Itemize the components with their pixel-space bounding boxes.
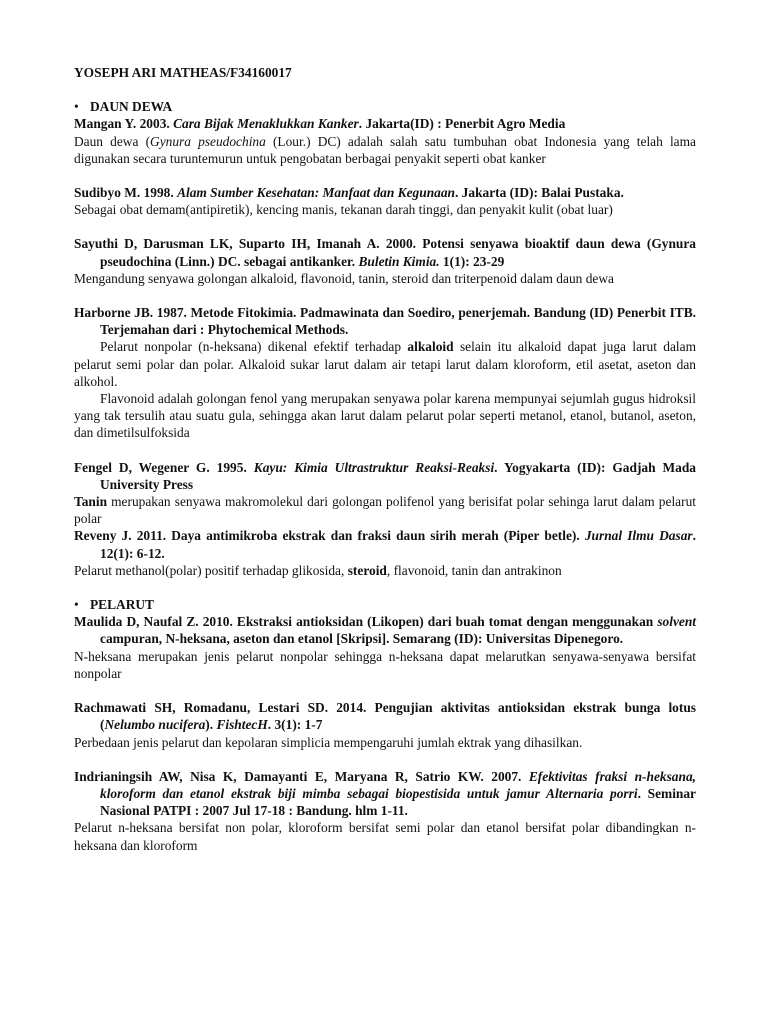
- text-run: . Jakarta(ID) : Penerbit Agro Media: [358, 116, 566, 132]
- reference-citation: [74, 768, 696, 820]
- reference-note: [74, 270, 696, 287]
- section-heading-label: DAUN DEWA: [90, 99, 173, 115]
- text-run: Efektivitas fraksi n-heksana, kloroform dan etanol ekstrak biji mimba sebagai biopestisida untuk jamur Alternaria porri: [100, 768, 696, 801]
- text-run: . Seminar Nasional PATPI : 2007 Jul 17-18 : Bandung. hlm 1-11.: [100, 785, 697, 819]
- section-heading: [74, 98, 696, 115]
- text-run: Reveny J. 2011. Daya antimikroba ekstrak dan fraksi daun sirih merah (Piper betle).: [74, 528, 585, 544]
- text-run: Perbedaan jenis pelarut dan kepolaran simplicia mempengaruhi jumlah ektrak yang dihasilkan.: [74, 734, 583, 750]
- text-run: FishtecH: [216, 717, 268, 733]
- spacer: [74, 751, 696, 768]
- reference-note: [74, 390, 696, 442]
- reference-note: [74, 562, 696, 579]
- spacer: [74, 218, 696, 235]
- text-run: . 3(1): 1-7: [267, 717, 323, 733]
- text-run: Buletin Kimia.: [358, 253, 440, 269]
- reference-note: [74, 201, 696, 218]
- text-run: . Yogyakarta (ID): Gadjah Mada University Press: [100, 459, 696, 492]
- text-run: steroid: [347, 562, 387, 578]
- spacer: [74, 442, 696, 459]
- text-run: ).: [205, 717, 217, 733]
- text-run: Maulida D, Naufal Z. 2010. Ekstraksi antioksidan (Likopen) dari buah tomat dengan menggunakan: [74, 614, 658, 630]
- spacer: [74, 167, 696, 184]
- reference-citation: [74, 613, 696, 647]
- text-run: Sayuthi D, Darusman LK, Suparto IH, Imanah A. 2000. Potensi senyawa bioaktif daun dewa (Gynura pseudochina (Linn.) DC. sebagai antikanker.: [74, 236, 696, 269]
- text-run: Rachmawati SH, Romadanu, Lestari SD. 2014. Pengujian aktivitas antioksidan ekstrak bunga lotus (: [74, 700, 696, 733]
- text-run: solvent: [657, 614, 696, 630]
- text-run: Mangan Y. 2003.: [74, 116, 174, 132]
- text-run: Indrianingsih AW, Nisa K, Damayanti E, Maryana R, Satrio KW. 2007.: [74, 768, 529, 784]
- spacer: [74, 287, 696, 304]
- text-run: 1(1): 23-29: [439, 253, 505, 269]
- text-run: Harborne JB. 1987. Metode Fitokimia. Padmawinata dan Soediro, penerjemah. Bandung (ID) Penerbit ITB. Terjemahan dari : Phytochemical Methods.: [74, 305, 696, 338]
- reference-citation: [74, 115, 696, 132]
- text-run: campuran, N-heksana, aseton dan etanol [Skripsi]. Semarang (ID): Universitas Dipenegoro.: [100, 631, 624, 647]
- text-run: Pelarut nonpolar (n-heksana) dikenal efektif terhadap: [100, 339, 408, 355]
- text-run: Sebagai obat demam(antipiretik), kencing manis, tekanan darah tinggi, dan penyakit kulit (obat luar): [74, 202, 613, 218]
- reference-note: [74, 133, 696, 167]
- text-run: Alam Sumber Kesehatan: Manfaat dan Kegunaan: [177, 185, 455, 201]
- text-run: Fengel D, Wegener G. 1995.: [74, 459, 254, 475]
- text-run: , flavonoid, tanin dan antrakinon: [386, 562, 562, 578]
- text-run: . 12(1): 6-12.: [100, 528, 696, 561]
- text-run: N-heksana merupakan jenis pelarut nonpolar sehingga n-heksana dapat melarutkan senyawa-senyawa bersifat nonpolar: [74, 648, 696, 681]
- text-run: Gynura pseudochina: [150, 133, 266, 149]
- text-run: . Jakarta (ID): Balai Pustaka.: [454, 185, 624, 201]
- spacer: [74, 81, 696, 98]
- text-run: Mengandung senyawa golongan alkaloid, flavonoid, tanin, steroid dan triterpenoid dalam daun dewa: [74, 270, 614, 286]
- reference-citation: [74, 459, 696, 493]
- reference-citation: [74, 527, 696, 561]
- text-run: merupakan senyawa makromolekul dari golongan polifenol yang berisifat polar sehinga larut dalam pelarut polar: [74, 494, 696, 527]
- text-run: Sudibyo M. 1998.: [74, 185, 178, 201]
- text-run: Daun dewa (: [74, 133, 151, 149]
- spacer: [74, 682, 696, 699]
- document-page: [74, 64, 696, 854]
- section-heading: [74, 596, 696, 613]
- text-run: Tanin: [74, 494, 108, 510]
- document-body: [74, 98, 696, 854]
- text-run: Pelarut methanol(polar) positif terhadap glikosida,: [74, 562, 348, 578]
- reference-citation: [74, 699, 696, 733]
- text-run: alkaloid: [407, 339, 454, 355]
- text-run: Pelarut n-heksana bersifat non polar, kloroform bersifat semi polar dan etanol bersifat polar dibandingkan n-heksana dan kloroform: [74, 820, 696, 853]
- reference-citation: [74, 235, 696, 269]
- spacer: [74, 579, 696, 596]
- reference-citation: [74, 184, 696, 201]
- text-run: Jurnal Ilmu Dasar: [584, 528, 693, 544]
- text-run: (Lour.) DC) adalah salah satu tumbuhan obat Indonesia yang telah lama digunakan secara turuntemurun untuk pengobatan berbagai penyakit seperti obat kanker: [74, 133, 696, 166]
- reference-note: [74, 734, 696, 751]
- text-run: selain itu alkaloid dapat juga larut dalam pelarut semi polar dan polar. Alkaloid sukar larut dalam air tetapi larut dalam kloroform, etil asetat, aseton dan alkohol.: [74, 339, 697, 389]
- reference-citation: [74, 304, 696, 338]
- text-run: Kayu: Kimia Ultrastruktur Reaksi-Reaksi: [253, 459, 495, 475]
- reference-note: [74, 493, 696, 527]
- reference-note: [74, 338, 696, 390]
- text-run: Cara Bijak Menaklukkan Kanker: [173, 116, 359, 132]
- reference-note: [74, 648, 696, 682]
- section-heading-label: PELARUT: [90, 597, 154, 613]
- text-run: Flavonoid adalah golongan fenol yang merupakan senyawa polar karena mempunyai sejumlah gugus hidroksil yang tak tersulih atau suatu gula, sehingga akan larut dalam pelarut polar seperti metanol, etanol, butanol, aseton, dan dimetilsulfoksida: [74, 391, 696, 441]
- text-run: Nelumbo nucifera: [104, 717, 206, 733]
- bullet-icon: •: [74, 597, 79, 613]
- author-header: YOSEPH ARI MATHEAS/F34160017: [74, 65, 292, 80]
- reference-note: [74, 819, 696, 853]
- bullet-icon: •: [74, 99, 79, 115]
